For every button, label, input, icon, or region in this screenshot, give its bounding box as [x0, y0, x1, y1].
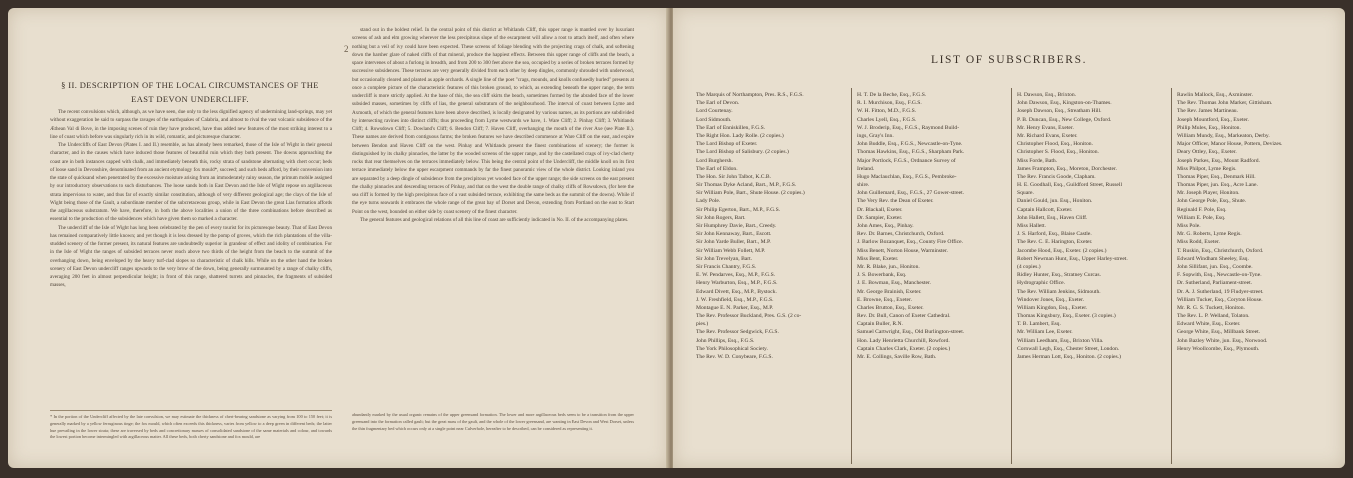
subscriber-entry: Edward Windham Sheeley, Esq. — [1177, 255, 1249, 262]
subscriber-entry: H. T. De la Beche, Esq., F.G.S. — [857, 92, 927, 98]
subscriber-entry: The Earl of Devon. — [696, 100, 740, 107]
right-page — [673, 8, 1345, 468]
subscriber-entry: Hydrographic Office. — [1017, 280, 1066, 287]
subscriber-entry: Sir John Rogers, Bart. — [696, 214, 746, 221]
subscriber-entry: Daniel Gould, jun. Esq., Honiton. — [1017, 198, 1093, 205]
subscriber-column-4 — [1171, 88, 1333, 464]
subscriber-entry: Sir John Trevelyan, Bart. — [696, 255, 753, 262]
subscriber-entry: The Rev. William Jenkins, Sidmouth. — [1017, 288, 1101, 295]
subscriber-entry: Joseph Dawson, Esq., Streatham Hill. — [1017, 108, 1102, 115]
subscriber-entry: The Rev. Professor Sedgwick, F.G.S. — [696, 329, 779, 336]
subscriber-entry: Dr. Sampier, Exeter. — [857, 214, 903, 221]
subscriber-entry: Rev. Dr. Bull, Canon of Exeter Cathedral. — [857, 313, 951, 320]
subscriber-entry: Samuel Cartwright, Esq., Old Burlington-street. — [857, 329, 965, 336]
subscriber-entry: W. H. Fitton, M.D., F.G.S. — [857, 108, 917, 115]
subscriber-entry: Montague E. N. Parker, Esq., M.P. — [696, 304, 774, 311]
subscriber-entry: Hon. Lady Henrietta Churchill, Rowford. — [857, 337, 950, 344]
subscriber-entry: Windover Jones, Esq., Exeter. — [1017, 296, 1085, 303]
subscriber-entry: John Guillemard, Esq., F.G.S., 27 Gower-street. — [857, 190, 965, 197]
subscriber-entry: The Lord Bishop of Exeter. — [696, 141, 758, 148]
subscriber-entry: Sir William Pole, Bart., Shute House. (2 copies.) — [696, 190, 805, 197]
subscriber-entry: Rawlin Mallock, Esq., Axminster. — [1177, 92, 1253, 98]
subscriber-entry: The Hon. Sir John Talbot, K.C.B. — [696, 173, 772, 180]
subscriber-entry: John Bazley White, jun. Esq., Norwood. — [1177, 337, 1268, 344]
paragraph: stand out in the boldest relief. In the central point of this district at Whitlands Cliff, this upper range is mantled over by luxuriant screens of ash and elm growing wherever the less precipitous slope of the escarpment will allow a root to attach itself, and often where nothing but a veil of ivy could have been expected. These screens of foliage blending with the projecting crags of chalk, and softening down the harsher glare of naked cliffs of that mineral, produce the happiest effects. Between this upper range of cliffs and the beach, a space intervenes of about a furlong in breadth, and from 200 to 300 feet above the sea, occupied by a series of broken terraces formed by successive subsidences. These terraces are very generally divided from each other by deep dingles, commonly shrouded with underwood, but occasionally cleared and planted as apple orchards. A single line of the poet "crags, mounds, and knolls confusedly hurled" presents at once a complete picture of the characteristic features of this broken ground, to which, as extending beneath the upper range, the term undercliff is more strictly applied. At the base of this, the sea cliff skirts the beach, sometimes formed by the abraded face of the lower subsided masses, sometimes by cliffs of lias, the general substratum of the neighbourhood. The interval of coast between Lyme and Axmouth, of which the general features have been above described, is locally designated by various names, as its portions are subdivided by intersecting ravines into distinct cliffs; thus proceeding from Lyme westwards we have, 1. Ware Cliff; 2. Pinhay Cliff; 3. Whitlands Cliff; 4. Rowsdown Cliff; 5. Dowland's Cliff; 6. Bendon Cliff; 7. Haven Cliff, overhanging the mouth of the river Axe (see Plate II.). These names are derived from contiguous farms; the broken features we have described commence at Ware Cliff on the east, and expire between Bendon and Haven Cliff on the west. Pinhay and Whitlands present the finest combinations of scenery; the former is distinguished by its chalky pinnacles, the latter by the wooded screens of the upper range, and by the castellated crags of ivy-clad cherty rocks that rear themselves on the terraces immediately below. This being the central point of the Undercliff, the middle knoll on its first terrace immediately below the upper escarpment commands by far the finest panoramic view of the whole district. Looking inland you are separated by a deep dingle of subsidence from the precipitous yet wooded face of the upper range; the side screens on the east present the chalky pinnacles and descending terraces of Pinhay, and that on the west the double range of chalky cliffs of Rowsdown, (for here the sea cliff is formed by the high precipitous face of a vast subsided terrace, exhibiting the same beds as the summit of the downs). While if the eye turns seawards it embraces the whole range of the great bay of Dorset and Devon, extending from Portland on the east to Start Point on the west, bounded on either side by coast scenery of the finest character. — [352, 27, 634, 215]
subscriber-entry: Sir Francis Chantry, F.G.S. — [696, 263, 757, 270]
subscriber-entry: Henry Woollcombe, Esq., Plymouth. — [1177, 345, 1260, 352]
subscriber-entry: Sir John Yarde Buller, Bart., M.P. — [696, 239, 771, 246]
subscriber-entry: The Rev. C. E. Harington, Exeter. — [1017, 239, 1093, 246]
subscriber-entry: Miss Forde, Bath. — [1017, 157, 1058, 164]
list-title: LIST OF SUBSCRIBERS. — [930, 54, 1088, 66]
subscriber-entry: Mr. R. Blake, jun., Honiton. — [857, 263, 920, 270]
subscriber-entry: Joseph Mountford, Esq., Exeter. — [1177, 116, 1249, 123]
subscriber-entry: Thomas Piper, Esq., Denmark Hill. — [1177, 173, 1256, 180]
subscriber-entry: Ridley Hunter, Esq., Stratney Curcas. — [1017, 272, 1101, 279]
subscriber-entry: John Dawson, Esq., Kingston-on-Thames. — [1017, 100, 1112, 107]
subscriber-entry: Mr. Joseph Player, Honiton. — [1177, 190, 1240, 197]
subscriber-entry: Lord Sidmouth. — [696, 116, 732, 123]
subscriber-entry: Mr. Richard Evans, Exeter. — [1017, 132, 1078, 139]
subscriber-entry: Cornwall Legh, Esq., Chester Street, London. — [1017, 345, 1120, 352]
subscriber-entry: Mr. R. G. S. Tuckett, Honiton. — [1177, 304, 1245, 311]
subscriber-entry: Captain Buller, R.N. — [857, 321, 903, 328]
subscriber-entry: John Sillifant, jun. Esq., Coombe. — [1177, 263, 1253, 270]
subscriber-entry: Sir Philip Egerton, Bart., M.P., F.G.S. — [696, 206, 781, 213]
subscriber-entry: (4 copies.) — [1017, 263, 1041, 270]
subscriber-entry: Captain Hallcott, Exeter. — [1017, 206, 1073, 213]
text-column-1 — [50, 108, 332, 290]
subscriber-entry: Lord Burghersh. — [696, 157, 733, 164]
subscriber-entry: Mr. George Brainish, Exeter. — [857, 288, 922, 295]
paragraph: The general features and geological relations of all this line of coast are sufficiently indicated in No. II. of the accompanying plates. — [360, 216, 629, 223]
subscriber-entry: Hugo Maclauchlan, Esq., F.G.S., Pembroke- — [857, 173, 957, 180]
subscriber-entry: pies.) — [696, 321, 709, 328]
subscriber-entry: John Buddle, Esq., F.G.S., Newcastle-on-Tyne. — [857, 141, 963, 148]
subscriber-entry: Lady Pole. — [696, 198, 721, 205]
subscriber-entry: John George Pole, Esq., Shute. — [1177, 198, 1247, 205]
subscriber-entry: Edward Divett, Esq., M.P., Bystock. — [696, 288, 777, 295]
left-page — [8, 8, 669, 468]
subscriber-entry: Mr. G. Roberts, Lyme Regis. — [1177, 231, 1242, 238]
subscriber-entry: Thomas Hawkins, Esq., F.G.S., Sharpham Park. — [857, 149, 965, 156]
subscriber-entry: Captain Charles Clark, Exeter. (2 copies.) — [857, 345, 951, 352]
subscriber-entry: Miss Philpot, Lyme Regis. — [1177, 165, 1237, 172]
subscriber-entry: The Right Hon. Lady Rolle. (2 copies.) — [696, 132, 784, 139]
subscriber-entry: Dr. Blackall, Exeter. — [857, 206, 903, 213]
subscriber-entry: Mr. William Lee, Exeter. — [1017, 329, 1073, 336]
subscriber-entry: George White, Esq., Millbank Street. — [1177, 329, 1261, 336]
subscriber-entry: Philip Mules, Esq., Honiton. — [1177, 124, 1241, 131]
subscriber-entry: Christopher S. Flood, Esq., Honiton. — [1017, 149, 1099, 156]
subscriber-entry: The Earl of Enniskillen, F.G.S. — [696, 124, 766, 131]
subscriber-entry: Miss Pole. — [1177, 223, 1201, 229]
paragraph: The Undercliffs of East Devon (Plates I. and II.) resemble, as has already been remarked, those of the Isle of Wight in their general character, and in the causes which have induced those features of beautiful ruin which they both present. The downs approaching the coast are in both instances capped with chalk, and immediately beneath this, rocky strata of sandstone alternating with chert occur; beds of loose sand in Devonshire, denominated from an ancient etymology fox mould*, succeed; and such beds afford, by their conversion into the state of quicksand when penetrated by the excessive moisture arising from an immoderately rainy season, the primum mobile assigned by our introductory observations to such disturbances. The loose sands both in East Devon and the Isle of Wight repose on argillaceous strata impervious to water, and thus far of exactly similar constitution, although of very different geological age; the clays of the Isle of Wight being those of the Gault, a subordinate member of the subcretaceous group, while in East Devon the great Lias formation affords the argillaceous substratum. We have, therefore, in both the above localities a union of the three combinations before described as essential to the production of the subsidences which have given them so marked a character. — [50, 142, 332, 223]
subscriber-entry: Ireland. — [857, 165, 875, 172]
subscriber-entry: shire. — [857, 182, 870, 189]
subscriber-entry: Edward White, Esq., Exeter. — [1177, 321, 1241, 328]
subscriber-entry: Deary Ottley, Esq., Exeter. — [1177, 149, 1237, 156]
subscriber-entry: The Rev. Thomas John Marker, Gittisham. — [1177, 100, 1273, 107]
subscriber-entry: Joseph Parkes, Esq., Mount Radford. — [1177, 157, 1260, 164]
subscriber-entry: T. B. Lambert, Esq. — [1017, 321, 1061, 328]
subscriber-entry: Square. — [1017, 190, 1034, 197]
subscriber-entry: Miss Benett, Norton House, Warminster. — [857, 247, 948, 254]
subscriber-entry: Charles Brutton, Esq., Exeter. — [857, 304, 924, 311]
subscriber-entry: William E. Pole, Esq. — [1177, 214, 1226, 221]
subscriber-entry: The Rev. Professor Buckland, Pres. G.S. (2 co- — [696, 313, 802, 320]
text-column-2 — [352, 26, 634, 224]
subscriber-entry: The Earl of Eldon. — [696, 165, 738, 172]
subscriber-entry: Miss Hallett. — [1017, 223, 1046, 229]
subscriber-entry: Christopher Flood, Esq., Honiton. — [1017, 141, 1093, 148]
subscriber-entry: Rev. Dr. Barnes, Christchurch, Oxford. — [857, 231, 945, 238]
subscriber-column-3 — [1011, 88, 1171, 464]
subscriber-column-1 — [691, 88, 851, 464]
subscriber-entry: Major Officer, Manor House, Pottern, Devizes. — [1177, 141, 1283, 148]
subscriber-entry: Dr. A. J. Sutherland, 19 Fludyer-street. — [1177, 288, 1264, 295]
subscriber-entry: William Tucker, Esq., Coryton House. — [1177, 296, 1263, 303]
subscriber-entry: Mr. Henry Evans, Exeter. — [1017, 124, 1074, 131]
subscriber-entry: J. W. Freshfield, Esq., M.P., F.G.S. — [696, 296, 774, 303]
subscriber-entry: E. W. Pendarves, Esq., M.P., F.G.S. — [696, 272, 776, 279]
subscriber-entry: E. Browne, Esq., Exeter. — [857, 296, 912, 303]
subscriber-entry: William Kingdon, Esq., Exeter. — [1017, 304, 1088, 311]
subscriber-entry: William Mundy, Esq., Markeaton, Derby. — [1177, 132, 1270, 139]
subscriber-entry: Thomas Kingsbury, Esq., Exeter. (3 copies.) — [1017, 313, 1116, 320]
subscriber-entry: Mr. E. Collings, Saville Row, Bath. — [857, 354, 937, 360]
subscriber-entry: P. B. Duncan, Esq., New College, Oxford. — [1017, 116, 1112, 123]
subscriber-entry: The Rev. James Martineau. — [1177, 108, 1238, 115]
subscriber-entry: John Phillips, Esq., F.G.S. — [696, 337, 755, 344]
section-title: § II. DESCRIPTION OF THE LOCAL CIRCUMSTANCES OF THE EAST DEVON UNDERCLIFF. — [61, 80, 319, 104]
subscriber-entry: Sir William Webb Follett, M.P. — [696, 247, 766, 254]
subscriber-entry: The Rev. L. P. Welland, Tolaton. — [1177, 313, 1250, 320]
subscriber-list — [691, 88, 1331, 464]
subscriber-entry: W. J. Broderip, Esq., F.G.S., Raymond Build- — [857, 124, 960, 131]
subscriber-entry: The Lord Bishop of Salisbury. (2 copies.) — [696, 149, 789, 156]
subscriber-entry: Lord Courtenay. — [696, 108, 733, 115]
subscriber-entry: F. Sopwith, Esq., Newcastle-on-Tyne. — [1177, 272, 1262, 279]
subscriber-entry: Thomas Piper, jun. Esq., Acre Lane. — [1177, 182, 1258, 189]
subscriber-entry: J. S. Bowerbank, Esq. — [857, 272, 907, 279]
subscriber-entry: Sir Humphrey Davie, Bart., Creedy. — [696, 223, 777, 229]
subscriber-entry: James Frampton, Esq., Moreton, Dorchester. — [1017, 165, 1117, 172]
subscriber-entry: The Rev. Francis Goode, Clapham. — [1017, 173, 1096, 180]
subscriber-entry: Robert Newman Hunt, Esq., Upper Harley-street. — [1017, 255, 1128, 262]
subscriber-entry: James Herman Lott, Esq., Honiton. (2 copies.) — [1017, 354, 1121, 360]
subscriber-entry: Reginald F. Pole, Esq. — [1177, 206, 1227, 213]
subscriber-entry: J. Barlow Bozanquet, Esq., County Fire Office. — [857, 239, 964, 246]
subscriber-entry: The York Philosophical Society. — [696, 345, 768, 352]
subscriber-entry: John Hallett, Esq., Haven Cliff. — [1017, 214, 1088, 221]
subscriber-entry: ings, Gray's Inn. — [857, 132, 894, 139]
subscriber-entry: T. Ruskin, Esq., Christchurch, Oxford. — [1177, 247, 1264, 254]
subscriber-entry: Miss Bent, Exeter. — [857, 255, 899, 262]
subscriber-entry: R. I. Murchison, Esq., F.G.S. — [857, 100, 922, 107]
footnote: * In the portion of the Undercliff affected by the late convulsion, we may estimate the thickness of chert-bearing sandstone as varying from 100 to 150 feet; it is generally marked by a yellow ferruginous tinge; the fox mould, which often exceeds this thickness, varies from yellow to a deep green in different beds; the latter hue prevailing in the lower strata; these are traversed by beds and concretionary masses of consolidated sandstone of the same materials and colour, and towards the lowest portion become intermingled with argillaceous matter. All these beds, both cherty sandstone and fox mould, are — [50, 410, 332, 441]
page-number: 2 — [344, 44, 349, 54]
subscriber-entry: John Ames, Esq., Pinhay. — [857, 223, 914, 229]
paragraph: The undercliff of the Isle of Wight has long been celebrated by the pen of every tourist for its picturesque beauty. That of East Devon has remained comparatively little known; and yet though it is less dressed by the pomp of groves, which the rich plantations of the villa-studded scenery of the former present, its natural features are undoubtedly superior in grandeur of effect and idolity of combination. For in the Isle of Wight the ranges of subsided terraces never reach above two thirds of the height from the beach to the summit of the overhanging down, being enveloped by the heavy turf-clad slopes so characteristic of chalk hills. While on the other hand the broken scenery of East Devon undercliff ranges upwards to the very brow of the down, being generally surmounted by a range of chalky cliffs, averaging 200 feet in almost perpendicular height; in front of this range, shattered turrets and pinnacles, the fragments of subsided masses, — [50, 224, 332, 289]
subscriber-entry: Major Portlock, F.G.S., Ordnance Survey of — [857, 157, 956, 164]
subscriber-entry: J. S. Harford, Esq., Blaise Castle. — [1017, 231, 1092, 238]
subscriber-entry: Sir Thomas Dyke Acland, Bart., M.P., F.G.S. — [696, 182, 797, 189]
subscriber-entry: Jacombe Hood, Esq., Exeter. (2 copies.) — [1017, 247, 1107, 254]
subscriber-entry: Miss Rodd, Exeter. — [1177, 239, 1220, 246]
subscriber-entry: Charles Lyell, Esq., F.G.S. — [857, 116, 917, 123]
footnote-continued: abundantly marked by the usual organic remains of the upper greensand formation. The lower and more argillaceous beds seem to be a transition from the upper greensand into the formation called gault; but the great mass of the gault, and the whole of the lower greensand, are wanting in East Devon and West Dorset, unless the thin fragmentary bed which occurs only at a single point near Culverhole, hereafter to be described, can be considered as representing it. — [352, 412, 634, 431]
subscriber-entry: The Very Rev. the Dean of Exeter. — [857, 198, 934, 205]
subscriber-entry: William Leedham, Esq., Brixton Villa. — [1017, 337, 1104, 344]
subscriber-entry: Dr. Sutherland, Parliament-street. — [1177, 280, 1253, 287]
paragraph: The recent convulsions which, although, as we have seen, due only to the less dignified agency of undermining land-springs, may yet without exaggeration be said to surpass the ravages of the earthquakes of Calabria, and almost to rival the vast volcanic subsidence of the Æthean Val di Bove, in the imposing scenes of ruin they have produced, have thus added new features of the most striking interest to a line of coast which before was singularly rich in its wild, romantic, and picturesque character. — [50, 109, 332, 140]
subscriber-entry: J. E. Bowman, Esq., Manchester. — [857, 280, 931, 287]
subscriber-entry: Henry Warburton, Esq., M.P., F.G.S. — [696, 280, 778, 287]
subscriber-entry: The Rev. W. D. Conybeare, F.G.S. — [696, 354, 773, 360]
subscriber-entry: Sir John Kennaway, Bart., Escott. — [696, 231, 772, 238]
subscriber-entry: H. Dawson, Esq., Brixton. — [1017, 92, 1077, 98]
subscriber-entry: The Marquis of Northampton, Pres. R.S., F.G.S. — [696, 92, 804, 98]
subscriber-entry: H. E. Goodhall, Esq., Guildford Street, Russell — [1017, 182, 1123, 189]
subscriber-column-2 — [851, 88, 1011, 464]
